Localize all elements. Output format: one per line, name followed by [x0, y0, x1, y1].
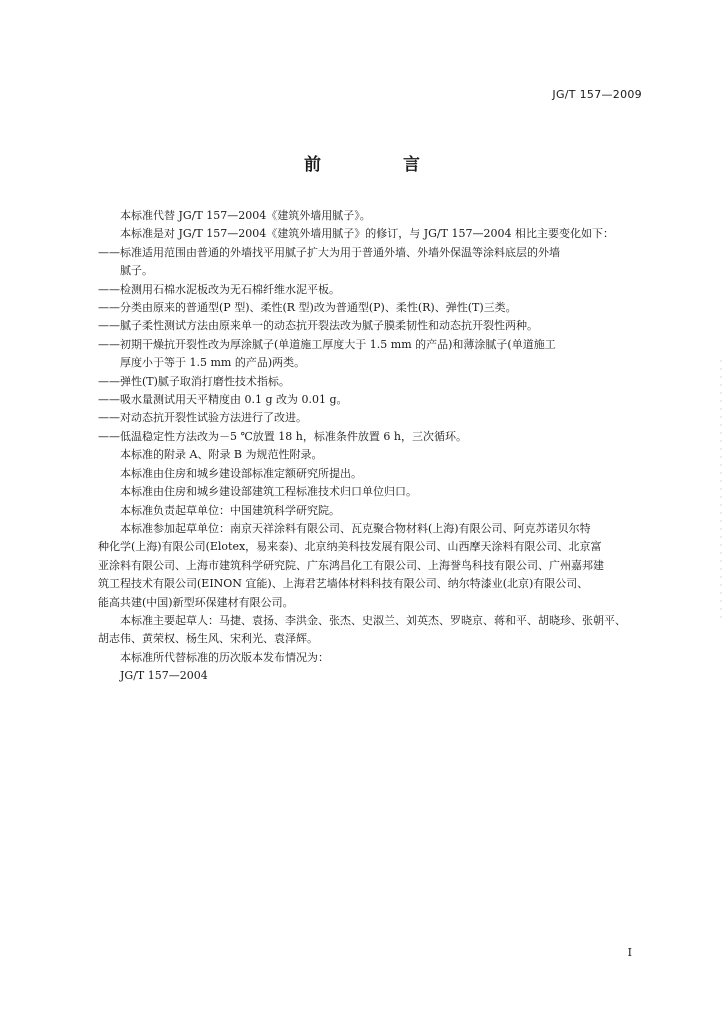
proposer-statement: 本标准由住房和城乡建设部标准定额研究所提出。	[120, 466, 362, 480]
responsible-unit-statement: 本标准负责起草单位：中国建筑科学研究院。	[120, 503, 340, 517]
revision-statement: 本标准是对 JG/T 157—2004《建筑外墙用腻子》的修订，与 JG/T 157—2004 相比主要变化如下：	[120, 227, 614, 241]
change-item: ——对动态抗开裂性试验方法进行了改进。	[98, 411, 307, 425]
drafters-line: 胡志伟、黄荣权、杨生风、宋利光、袁泽辉。	[98, 632, 318, 646]
page-title: 前 言	[304, 155, 458, 175]
scan-edge-marks	[720, 360, 722, 620]
change-item: ——初期干燥抗开裂性改为厚涂腻子(单道施工厚度大于 1.5 mm 的产品)和薄涂腻子(单道施工	[98, 337, 556, 351]
document-body	[98, 207, 646, 686]
change-item-continuation: 厚度小于等于 1.5 mm 的产品)两类。	[120, 356, 306, 370]
participants-line: 筑工程技术有限公司(EINON 宜能)、上海君艺墙体材料科技有限公司、纳尔特漆业(北京)有限公司、	[98, 577, 589, 591]
change-item: ——吸水量测试用天平精度由 0.1 g 改为 0.01 g。	[98, 393, 348, 407]
participants-line: 亚涂料有限公司、上海市建筑科学研究院、广东鸿昌化工有限公司、上海誉鸟科技有限公司、广州嘉邦建	[98, 558, 604, 572]
appendix-statement: 本标准的附录 A、附录 B 为规范性附录。	[120, 448, 323, 462]
change-item: ——腻子柔性测试方法由原来单一的动态抗开裂法改为腻子膜柔韧性和动态抗开裂性两种。	[98, 319, 538, 333]
standard-code: JG/T 157—2009	[552, 88, 642, 101]
previous-edition: JG/T 157—2004	[120, 669, 208, 683]
change-item: ——分类由原来的普通型(P 型)、柔性(R 型)改为普通型(P)、柔性(R)、弹性(T)三类。	[98, 301, 517, 315]
replacement-statement: 本标准代替 JG/T 157—2004《建筑外墙用腻子》。	[120, 209, 371, 222]
participants-line: 能高共建(中国)新型环保建材有限公司。	[98, 595, 294, 609]
change-item: ——低温稳定性方法改为－5 ℃放置 18 h，标准条件放置 6 h，三次循环。	[98, 429, 467, 443]
change-item: ——检测用石棉水泥板改为无石棉纤维水泥平板。	[98, 282, 340, 296]
participants-line: 种化学(上海)有限公司(Elotex，易来泰)、北京纳美科技发展有限公司、山西摩天涂料有限公司、北京富	[98, 540, 602, 554]
change-item: ——标准适用范围由普通的外墙找平用腻子扩大为用于普通外墙、外墙外保温等涂料底层的外墙	[98, 245, 560, 259]
change-item: ——弹性(T)腻子取消打磨性技术指标。	[98, 374, 290, 388]
page-number: I	[627, 946, 632, 959]
centralized-unit-statement: 本标准由住房和城乡建设部建筑工程标准技术归口单位归口。	[120, 485, 417, 499]
history-intro: 本标准所代替标准的历次版本发布情况为：	[120, 650, 329, 664]
drafters-line: 本标准主要起草人：马捷、袁扬、李洪金、张杰、史淑兰、刘英杰、罗晓京、蒋和平、胡晓珍、张朝平、	[120, 613, 626, 627]
participants-line: 本标准参加起草单位：南京天祥涂料有限公司、瓦克聚合物材料(上海)有限公司、阿克苏诺贝尔特	[120, 521, 591, 535]
change-item-continuation: 腻子。	[120, 264, 153, 278]
